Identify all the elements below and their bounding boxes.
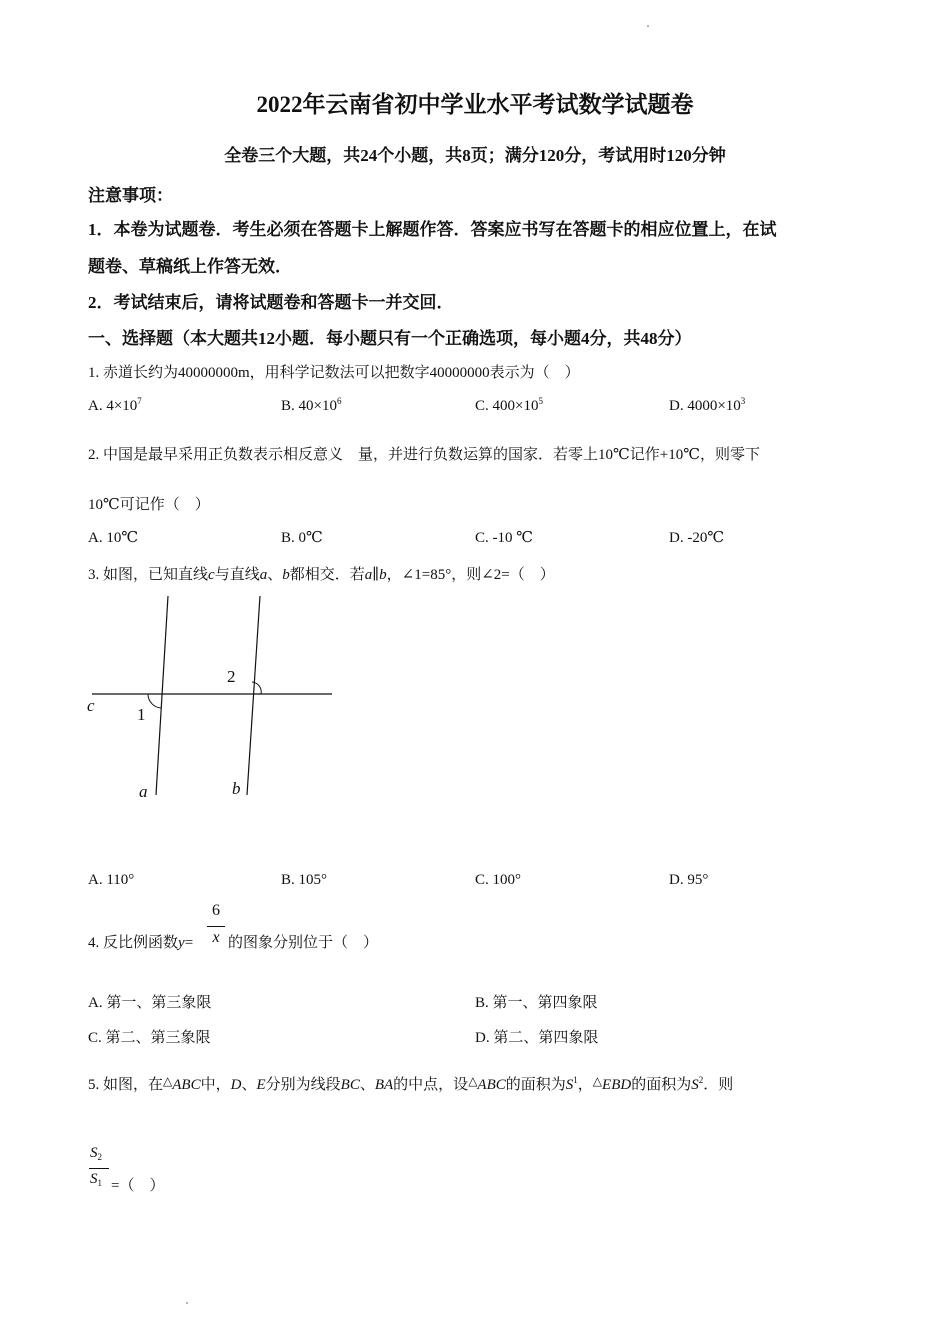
question-4-fraction-denominator: x [212,929,220,946]
question-2-option-d: D. -20℃ [669,530,725,546]
question-2-line-1: 2. 中国是最早采用正负数表示相反意义 量，并进行负数运算的国家．若零上10℃记作+10℃，则零下 [88,447,761,463]
figure-label-2: 2 [227,667,236,686]
question-2-line-2: 10℃可记作（ ） [88,497,210,513]
question-5-stem: 5. 如图，在△ABC中，D、E分别为线段BC、BA的中点，设△ABC的面积为$S^1$，△EBD的面积为$S^2$．则 [88,1074,734,1093]
question-3-option-b: B. 105° [281,872,328,888]
question-3-stem: 3. 如图，已知直线c与直线a、b都相交．若a∥b，∠1=85°，则∠2=（ ） [88,567,555,583]
notes-item-1-line-2: 题卷、草稿纸上作答无效． [88,257,292,276]
section-1-heading: 一、选择题（本大题共12小题．每小题只有一个正确选项，每小题4分，共48分） [88,329,692,348]
question-1-stem: 1. 赤道长约为40000000m，用科学记数法可以把数字40000000表示为（ ） [88,365,580,381]
question-5-fraction-denominator: $S_1$ [90,1171,102,1188]
question-4-fraction-bar [207,926,225,927]
question-4-stem-end: 的图象分别位于（ ） [228,935,379,951]
question-1-option-d: D. $4000\times 10^3$ [669,396,746,414]
figure-label-a: a [139,782,148,801]
question-3-option-c: C. 100° [475,872,522,888]
notes-heading: 注意事项： [88,186,173,205]
decorative-dot [186,1302,188,1304]
angle-1-arc [148,694,161,708]
question-4-option-b: B. 第一、第四象限 [475,995,598,1011]
question-3-option-a: A. 110° [88,872,135,888]
question-4-fraction-numerator: 6 [212,902,220,919]
question-4-option-a: A. 第一、第三象限 [88,995,212,1011]
question-1-option-b: B. $40\times 10^6$ [281,396,342,414]
page-subtitle: 全卷三个大题，共24个小题，共8页；满分120分，考试用时120分钟 [224,146,726,165]
notes-item-2: 2．考试结束后，请将试题卷和答题卡一并交回． [88,293,454,312]
question-4-stem-start: 4. 反比例函数y= [88,935,194,951]
notes-item-1-line-1: 1．本卷为试题卷．考生必须在答题卡上解题作答．答案应书写在答题卡的相应位置上，在试 [88,220,777,239]
page-title: 2022年云南省初中学业水平考试数学试题卷 [256,92,694,117]
question-2-option-a: A. 10℃ [88,530,139,546]
question-3-option-d: D. 95° [669,872,709,888]
question-5-fraction-numerator: $S_2$ [90,1145,102,1162]
question-4-option-d: D. 第二、第四象限 [475,1030,599,1046]
figure-label-b: b [232,779,241,798]
question-2-option-b: B. 0℃ [281,530,323,546]
question-2-option-c: C. -10 ℃ [475,530,534,546]
decorative-dot [647,25,649,27]
figure-label-c: c [87,696,95,715]
question-1-option-a: A. $4\times 10^7$ [88,396,142,414]
question-5-tail: =（ ） [111,1178,165,1194]
line-b [247,596,260,795]
question-3-figure [80,590,350,810]
question-4-option-c: C. 第二、第三象限 [88,1030,211,1046]
line-a [156,596,168,795]
question-5-fraction-bar [89,1168,109,1169]
figure-label-1: 1 [137,705,146,724]
question-1-option-c: C. $400\times 10^5$ [475,396,543,414]
